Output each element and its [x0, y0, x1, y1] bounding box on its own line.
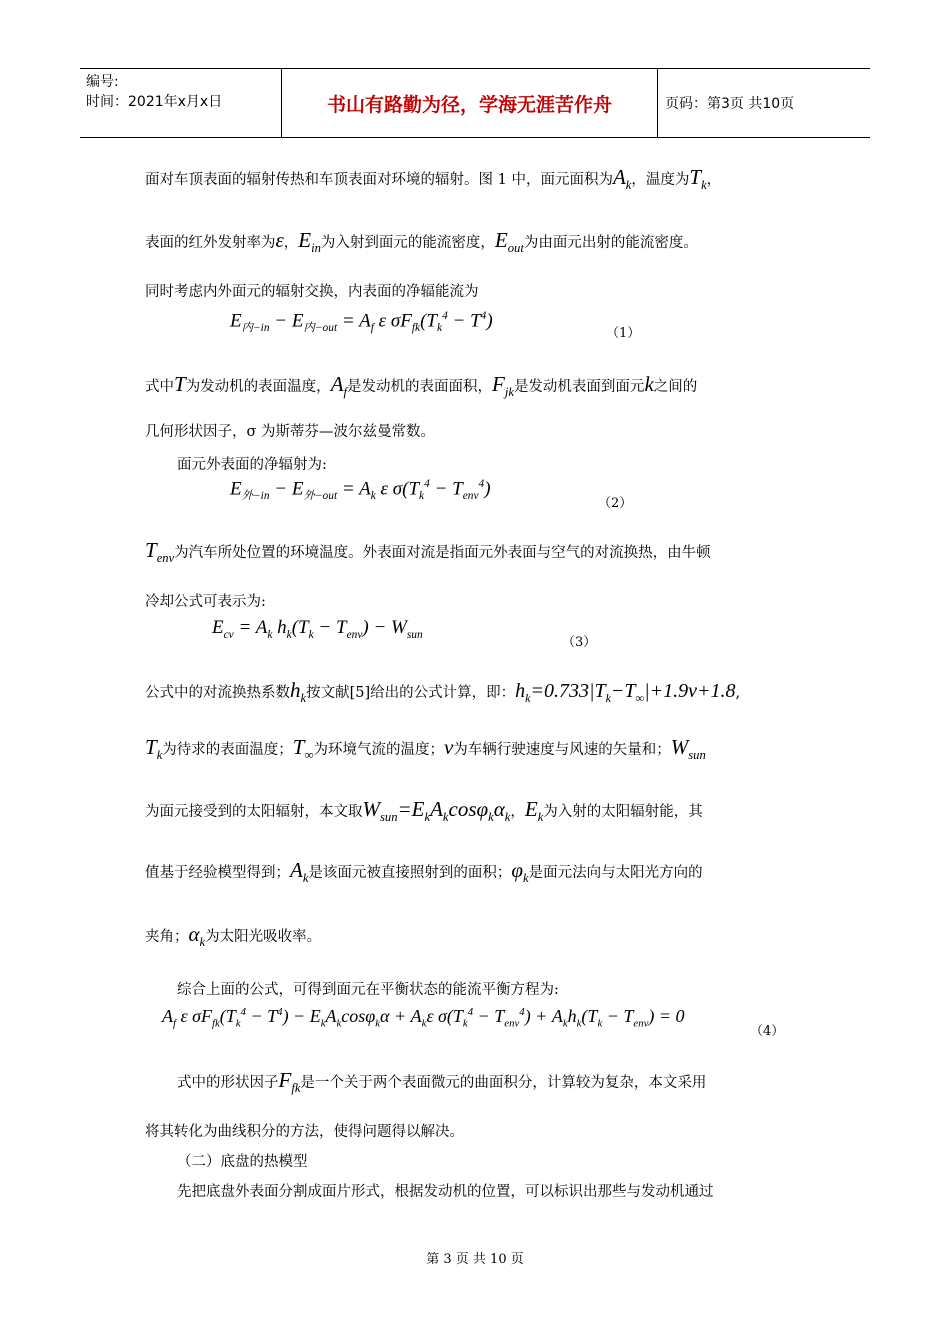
header-meta: [80, 69, 282, 137]
paragraph-line: $T_{env}$为汽车所处位置的环境温度。外表面对流是指面元外表面与空气的对流换热，由牛顿: [145, 538, 711, 566]
paragraph-line: 冷却公式可表示为:: [145, 594, 266, 610]
header-page-info: 页码：第3页 共10页: [665, 96, 795, 112]
page-footer: 第 3 页 共 10 页: [426, 1252, 524, 1267]
section-heading: （二）底盘的热模型: [177, 1154, 308, 1170]
page-header: [80, 68, 870, 138]
paragraph-line: 值基于经验模型得到；$A_k$是该面元被直接照射到的面积；$\varphi_k$是面元法向与太阳光方向的: [145, 858, 703, 886]
paragraph-line: 式中T为发动机的表面温度，$A_f$是发动机的表面面积，$F_{jk}$是发动机表面到面元k之间的: [145, 372, 698, 400]
equation-2: $E_{外-in} - E_{外-out} = A_k$ ε $\sigma(T_k^4 - T_{env}^4)$: [230, 478, 491, 503]
paragraph-line: 公式中的对流换热系数$h_k$按文献[5]给出的公式计算，即：$h_k=0.733|T_k-T_\infty|+1.9v+1.8$,: [145, 678, 741, 706]
paragraph-line: 综合上面的公式，可得到面元在平衡状态的能流平衡方程为:: [177, 982, 559, 998]
paragraph-line: 夹角；$\alpha_k$为太阳光吸收率。: [145, 922, 322, 950]
equation-number: （3）: [562, 635, 597, 650]
paragraph-line: 先把底盘外表面分割成面片形式，根据发动机的位置，可以标识出那些与发动机通过: [177, 1184, 714, 1200]
equation-1: $E_{内-in} - E_{内-out} = A_f$ ε $\sigma F_{fk}(T_k^4 - T^4)$: [230, 310, 493, 335]
paragraph-line: $T_k$为待求的表面温度；$T_\infty$为环境气流的温度；v为车辆行驶速度与风速的矢量和；$W_{sun}$: [145, 735, 706, 763]
paragraph-line: 面对车顶表面的辐射传热和车顶表面对环境的辐射。图 1 中，面元面积为$A_k$，温度为$T_k$，: [145, 165, 722, 193]
number-label: 编号:: [86, 74, 119, 90]
equation-number: （2）: [598, 496, 633, 511]
equation-4: $A_f$ ε $\sigma F_{fk}(T_k^4 - T^4) - E_kA_k\cos\varphi_k\alpha + A_k\varepsilon$ $\sigma(T_k^4 - T_{env}^4) + A_kh_k(T_k - T_{env}) = 0$: [162, 1006, 685, 1030]
header-motto: 书山有路勤为径，学海无涯苦作舟: [282, 69, 658, 137]
paragraph-line: 几何形状因子，σ 为斯蒂芬—波尔兹曼常数。: [145, 424, 436, 440]
paragraph-line: 同时考虑内外面元的辐射交换，内表面的净辐能流为: [145, 284, 479, 300]
time-label: 时间：2021年x月x日: [86, 94, 223, 110]
paragraph-line: 为面元接受到的太阳辐射，本文取$W_{sun}=E_kA_k\cos\varphi_k\alpha_k$，$E_k$为入射的太阳辐射能，其: [145, 797, 703, 825]
paragraph-line: 式中的形状因子$F_{fk}$是一个关于两个表面微元的曲面积分，计算较为复杂，本文采用: [177, 1068, 707, 1096]
equation-number: （4）: [750, 1024, 785, 1039]
equation-3: $E_{cv} = A_k$ $h_k(T_k - T_{env}) - W_{sun}$: [212, 617, 423, 641]
paragraph-line: 将其转化为曲线积分的方法，使得问题得以解决。: [145, 1124, 464, 1140]
paragraph-line: 面元外表面的净辐射为:: [177, 457, 327, 473]
equation-number: （1）: [606, 326, 641, 341]
paragraph-line: 表面的红外发射率为ε，$E_{in}$为入射到面元的能流密度，$E_{out}$为由面元出射的能流密度。: [145, 228, 698, 256]
